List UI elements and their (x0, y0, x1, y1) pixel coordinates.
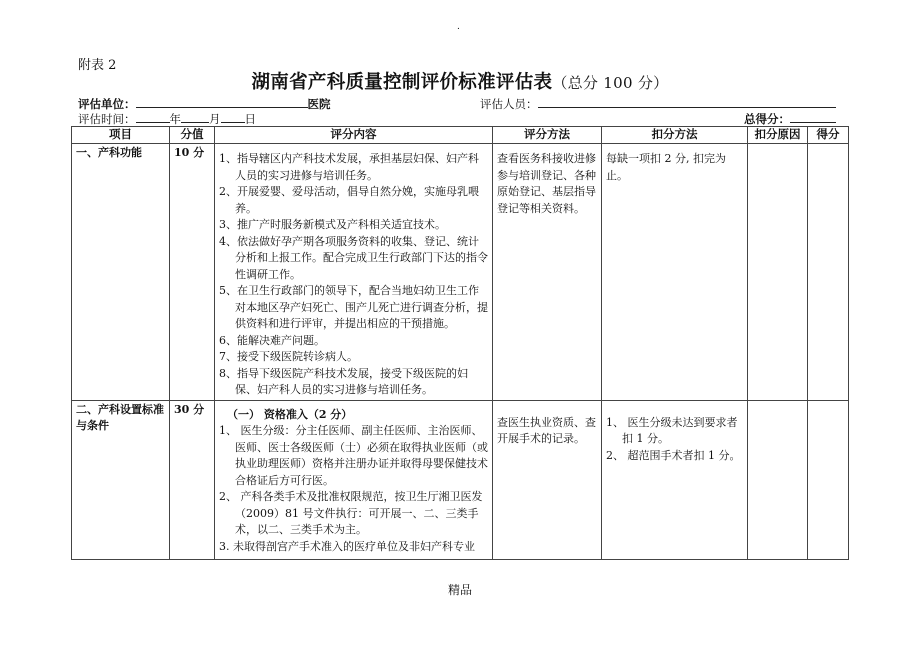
header-item: 项目 (72, 127, 170, 144)
header-points: 得分 (808, 127, 849, 144)
total-blank (790, 111, 836, 123)
row1-method: 查看医务科接收进修参与培训登记、各种原始登记、基层指导登记等相关资料。 (493, 144, 602, 401)
list-item: 2、开展爱婴、爱母活动，倡导自然分娩，实施母乳喂养。 (219, 185, 479, 215)
header-reason: 扣分原因 (748, 127, 808, 144)
list-item: 3、推广产时服务新模式及产科相关适宜技术。 (219, 218, 446, 231)
time-line (78, 111, 256, 127)
month-label: 月 (209, 112, 221, 126)
row2-content (215, 400, 493, 560)
unit-blank (136, 96, 308, 108)
row2-method: 查医生执业资质、查开展手术的记录。 (493, 400, 602, 560)
row2-reason[interactable] (748, 400, 808, 560)
time-label: 评估时间： (78, 112, 136, 126)
list-item: 1、指导辖区内产科技术发展，承担基层妇保、妇产科人员的实习进修与培训任务。 (219, 152, 479, 182)
row2-score: 30 分 (170, 400, 215, 560)
header-method: 评分方法 (493, 127, 602, 144)
title-note: （总分 100 分） (552, 74, 669, 92)
unit-line (78, 96, 331, 112)
row2-subhead: （一） 资格准入（2 分） (227, 407, 353, 421)
top-mark: . (457, 22, 460, 32)
row1-score: 10 分 (170, 144, 215, 401)
list-item: 1、 医生分级未达到要求者扣 1 分。 (606, 415, 738, 445)
row1-reason[interactable] (748, 144, 808, 401)
row2-item: 二、产科设置标准与条件 (72, 400, 170, 560)
list-item: 8、指导下级医院产科技术发展，接受下级医院的妇保、妇产科人员的实习进修与培训任务。 (219, 366, 468, 396)
unit-label: 评估单位： (78, 97, 136, 111)
list-item: 2、 超范围手术者扣 1 分。 (606, 448, 741, 462)
month-blank (181, 111, 209, 123)
total-line (744, 111, 836, 127)
header-deduction: 扣分方法 (602, 127, 748, 144)
list-item: 7、接受下级医院转诊病人。 (219, 350, 358, 363)
row1-content (215, 144, 493, 401)
evaluation-table (71, 126, 849, 560)
row1-item: 一、产科功能 (72, 144, 170, 401)
evaluator-line (480, 96, 836, 112)
day-blank (221, 111, 245, 123)
list-item: 3. 未取得剖宫产手术准入的医疗单位及非妇产科专业 (219, 539, 475, 553)
header-score: 分值 (170, 127, 215, 144)
header-row (72, 127, 849, 144)
row1-deduction (602, 144, 748, 401)
unit-suffix: 医院 (307, 97, 331, 111)
list-item: 4、依法做好孕产期各项服务资料的收集、登记、统计分析和上报工作。配合完成卫生行政部门下达的指令性调研工作。 (219, 234, 488, 281)
document-title (0, 68, 920, 94)
list-item: 1、 医生分级：分主任医师、副主任医师、主治医师、医师、医士各级医师（士）必须在取得执业医师（或执业助理医师）资格并注册办证并取得母婴保健技术合格证后方可行医。 (219, 424, 488, 487)
deduction-text: 每缺一项扣 2 分, 扣完为止。 (606, 152, 726, 182)
row1-content-list (219, 151, 488, 399)
row2-content-list (219, 423, 488, 555)
table-row (72, 400, 849, 560)
row2-points[interactable] (808, 400, 849, 560)
row2-deduction (602, 400, 748, 560)
evaluator-blank (538, 96, 836, 108)
total-label: 总得分： (744, 112, 790, 126)
year-label: 年 (169, 112, 181, 126)
annex-label: 附表 2 (78, 58, 117, 73)
row2-deduction-list (606, 415, 743, 465)
title-main: 湖南省产科质量控制评价标准评估表 (251, 72, 553, 93)
header-content: 评分内容 (215, 127, 493, 144)
list-item: 2、 产科各类手术及批准权限规范，按卫生厅湘卫医发（2009）81 号文件执行：可开展一、二、三类手术，以二、三类手术为主。 (219, 490, 483, 536)
table-row (72, 144, 849, 401)
row1-points[interactable] (808, 144, 849, 401)
list-item: 6、能解决难产问题。 (219, 333, 325, 347)
year-blank (136, 111, 170, 123)
evaluator-label: 评估人员： (480, 97, 538, 111)
footer-text: 精品 (447, 583, 472, 597)
day-label: 日 (244, 112, 256, 126)
list-item: 5、在卫生行政部门的领导下，配合当地妇幼卫生工作对本地区孕产妇死亡、围产儿死亡进行调查分析，提供资料和进行评审，并提出相应的干预措施。 (219, 284, 488, 330)
